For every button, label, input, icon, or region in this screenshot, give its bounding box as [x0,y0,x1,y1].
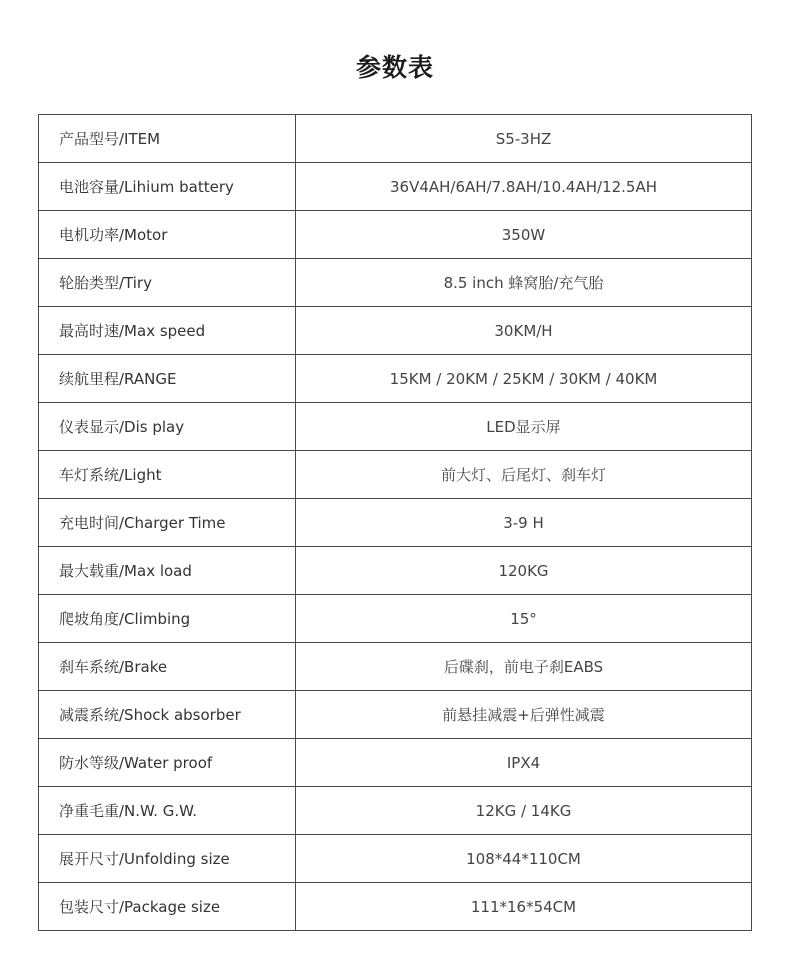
spec-label: 最高时速/Max speed [39,307,296,355]
spec-label: 防水等级/Water proof [39,739,296,787]
spec-row-package-size [39,883,752,931]
spec-value: 120KG [296,547,752,595]
spec-row-max-load [39,547,752,595]
spec-label: 刹车系统/Brake [39,643,296,691]
spec-label: 轮胎类型/Tiry [39,259,296,307]
spec-row-motor [39,211,752,259]
spec-value: 108*44*110CM [296,835,752,883]
spec-value: 8.5 inch 蜂窝胎/充气胎 [296,259,752,307]
spec-row-shock-absorber [39,691,752,739]
spec-row-climbing [39,595,752,643]
spec-row-max-speed [39,307,752,355]
spec-value: 12KG / 14KG [296,787,752,835]
spec-value: 350W [296,211,752,259]
spec-label: 产品型号/ITEM [39,115,296,163]
spec-value: 后碟刹，前电子刹EABS [296,643,752,691]
spec-value: 3-9 H [296,499,752,547]
spec-value: IPX4 [296,739,752,787]
spec-label: 电机功率/Motor [39,211,296,259]
spec-row-brake [39,643,752,691]
spec-row-charger-time [39,499,752,547]
spec-label: 车灯系统/Light [39,451,296,499]
spec-value: 30KM/H [296,307,752,355]
spec-value: 15KM / 20KM / 25KM / 30KM / 40KM [296,355,752,403]
spec-label: 续航里程/RANGE [39,355,296,403]
spec-label: 充电时间/Charger Time [39,499,296,547]
spec-value: S5-3HZ [296,115,752,163]
spec-value: 15° [296,595,752,643]
spec-row-weight [39,787,752,835]
spec-row-light [39,451,752,499]
spec-label: 电池容量/Lihium battery [39,163,296,211]
spec-label: 仪表显示/Dis play [39,403,296,451]
spec-row-water-proof [39,739,752,787]
spec-value: 111*16*54CM [296,883,752,931]
spec-row-tire [39,259,752,307]
spec-row-unfolding-size [39,835,752,883]
spec-row-display [39,403,752,451]
spec-row-range [39,355,752,403]
spec-row-item [39,115,752,163]
spec-value: 36V4AH/6AH/7.8AH/10.4AH/12.5AH [296,163,752,211]
spec-label: 最大载重/Max load [39,547,296,595]
spec-label: 爬坡角度/Climbing [39,595,296,643]
spec-label: 展开尺寸/Unfolding size [39,835,296,883]
spec-label: 净重毛重/N.W. G.W. [39,787,296,835]
spec-row-battery [39,163,752,211]
spec-value: 前悬挂减震+后弹性减震 [296,691,752,739]
spec-label: 包装尺寸/Package size [39,883,296,931]
spec-table [38,114,752,931]
spec-value: 前大灯、后尾灯、刹车灯 [296,451,752,499]
spec-label: 减震系统/Shock absorber [39,691,296,739]
page-title: 参数表 [355,53,434,82]
spec-value: LED显示屏 [296,403,752,451]
